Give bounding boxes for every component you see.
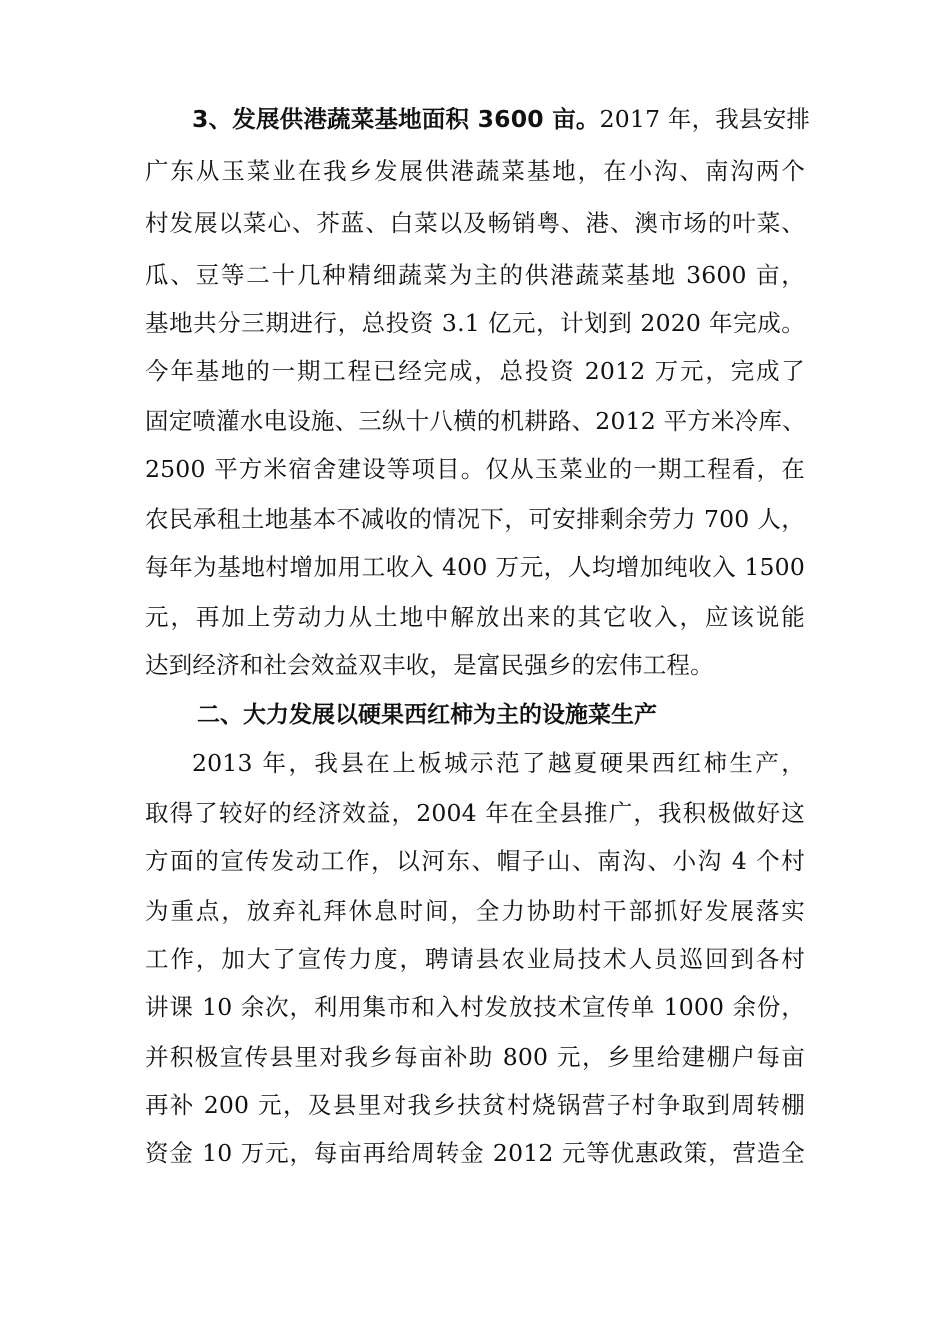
- paragraph-1-line: 瓜、豆等二十几种精细蔬菜为主的供港蔬菜基地 3600 亩，: [145, 261, 805, 289]
- paragraph-1-line: 每年为基地村增加用工收入 400 万元，人均增加纯收入 1500: [145, 553, 805, 581]
- paragraph-2-line: 为重点，放弃礼拜休息时间，全力协助村干部抓好发展落实: [145, 897, 805, 925]
- section-heading: 二、大力发展以硬果西红柿为主的设施菜生产: [197, 702, 657, 728]
- paragraph-1-line: 村发展以菜心、芥蓝、白菜以及畅销粤、港、澳市场的叶菜、: [145, 209, 805, 237]
- paragraph-1-line: 达到经济和社会效益双丰收，是富民强乡的宏伟工程。: [145, 651, 714, 679]
- paragraph-1-line: 2500 平方米宿舍建设等项目。仅从玉菜业的一期工程看，在: [145, 455, 805, 483]
- paragraph-1-line-1-rest: 2017 年，我县安排: [599, 105, 811, 133]
- paragraph-1-line: 元，再加上劳动力从土地中解放出来的其它收入，应该说能: [145, 603, 805, 631]
- paragraph-1-line-1: [192, 93, 811, 145]
- paragraph-2-line: 方面的宣传发动工作，以河东、帽子山、南沟、小沟 4 个村: [145, 847, 805, 875]
- paragraph-2-line: 并积极宣传县里对我乡每亩补助 800 元，乡里给建棚户每亩: [145, 1043, 805, 1071]
- paragraph-1-line: 固定喷灌水电设施、三纵十八横的机耕路、2012 平方米冷库、: [145, 407, 806, 435]
- paragraph-2-line: 讲课 10 余次，利用集市和入村发放技术宣传单 1000 余份，: [145, 993, 805, 1021]
- paragraph-2-line: 取得了较好的经济效益，2004 年在全县推广，我积极做好这: [145, 799, 805, 827]
- paragraph-2-line: 工作，加大了宣传力度，聘请县农业局技术人员巡回到各村: [145, 945, 805, 973]
- paragraph-1-line: 基地共分三期进行，总投资 3.1 亿元，计划到 2020 年完成。: [145, 309, 805, 337]
- paragraph-2-line-1: 2013 年，我县在上板城示范了越夏硬果西红柿生产，: [192, 749, 805, 777]
- paragraph-1-line: 今年基地的一期工程已经完成，总投资 2012 万元，完成了: [145, 357, 805, 385]
- paragraph-1-lead: 3、发展供港蔬菜基地面积 3600 亩。: [192, 105, 600, 133]
- paragraph-2-line: 资金 10 万元，每亩再给周转金 2012 元等优惠政策，营造全: [145, 1139, 805, 1167]
- paragraph-2-line: 再补 200 元，及县里对我乡扶贫村烧锅营子村争取到周转棚: [145, 1091, 805, 1119]
- paragraph-1-line: 广东从玉菜业在我乡发展供港蔬菜基地，在小沟、南沟两个: [145, 157, 805, 185]
- paragraph-1-line: 农民承租土地基本不减收的情况下，可安排剩余劳力 700 人，: [145, 505, 805, 533]
